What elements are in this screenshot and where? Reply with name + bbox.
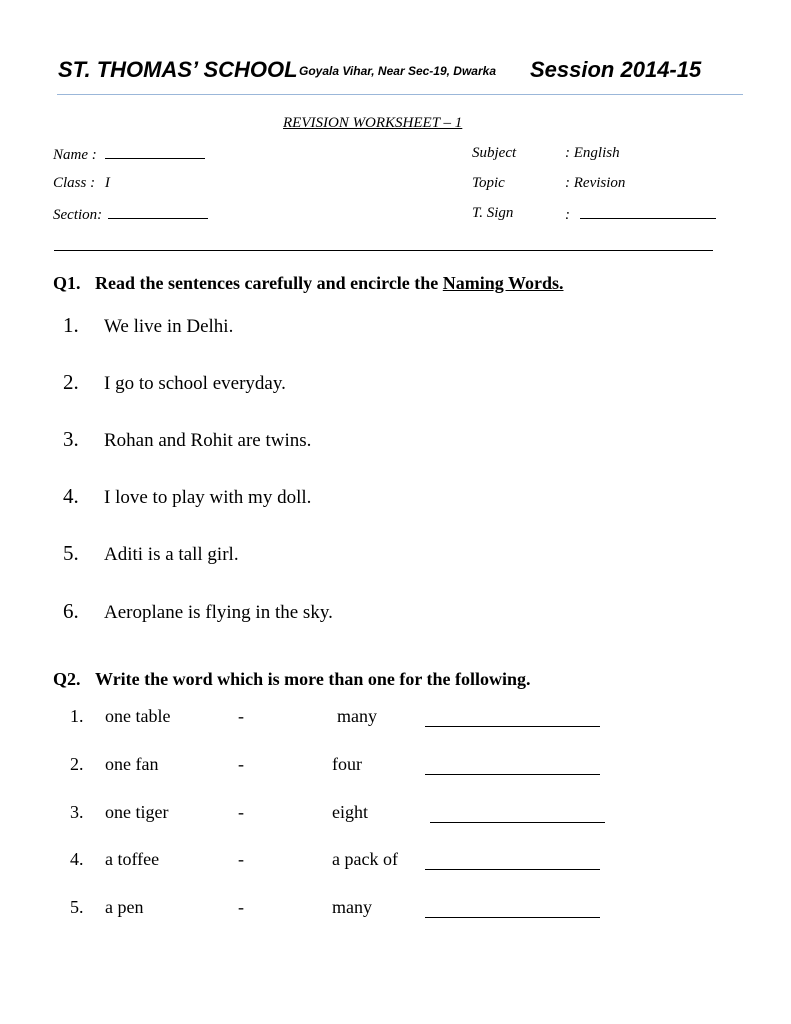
header-divider	[57, 94, 743, 95]
q2-item-dash: -	[238, 897, 244, 917]
q2-answer-blank[interactable]	[425, 917, 600, 918]
info-divider	[54, 250, 713, 251]
q1-item-number: 1.	[63, 313, 79, 337]
name-label: Name :	[53, 147, 97, 163]
topic-value: : Revision	[565, 175, 626, 191]
section-blank[interactable]	[108, 205, 208, 219]
sign-label: T. Sign	[472, 205, 514, 221]
q2-item-quantity: many	[332, 897, 372, 917]
class-value: I	[104, 175, 110, 191]
q2-item-number: 4.	[70, 849, 84, 869]
q2-item-dash: -	[238, 849, 244, 869]
school-address: Goyala Vihar, Near Sec-19, Dwarka	[299, 64, 496, 78]
q1-item-number: 4.	[63, 484, 79, 508]
worksheet-title: REVISION WORKSHEET – 1	[283, 115, 463, 131]
q2-heading	[53, 669, 531, 690]
q2-item-singular: one table	[105, 706, 171, 726]
q1-item-text: We live in Delhi.	[104, 316, 234, 337]
sign-field	[565, 205, 716, 224]
q2-number: Q2.	[53, 669, 81, 689]
q2-item-quantity: many	[337, 706, 377, 726]
q2-answer-blank[interactable]	[430, 822, 605, 823]
q2-answer-blank[interactable]	[425, 726, 600, 727]
q1-prompt: Read the sentences carefully and encircle the	[95, 273, 439, 293]
name-blank[interactable]	[105, 145, 205, 159]
q2-answer-blank[interactable]	[425, 774, 600, 775]
sign-blank[interactable]	[580, 205, 716, 219]
q2-item-number: 5.	[70, 897, 84, 917]
school-name: ST. THOMAS’ SCHOOL	[58, 57, 298, 82]
q2-item-quantity: a pack of	[332, 849, 398, 869]
q2-prompt: Write the word which is more than one for the following.	[95, 669, 531, 689]
q1-item-text: I go to school everyday.	[104, 373, 286, 394]
q2-item-dash: -	[238, 754, 244, 774]
section-field	[53, 205, 208, 224]
name-field	[53, 145, 205, 164]
q2-answer-blank[interactable]	[425, 869, 600, 870]
q1-number: Q1.	[53, 273, 81, 293]
q1-prompt-emphasis: Naming Words.	[442, 273, 564, 293]
class-label: Class :	[53, 175, 96, 191]
class-field	[53, 175, 110, 192]
q1-heading	[53, 273, 564, 294]
q2-item-singular: a toffee	[105, 849, 160, 869]
q1-item-number: 3.	[63, 427, 79, 451]
q2-item-number: 2.	[70, 754, 84, 774]
q2-item-number: 3.	[70, 802, 84, 822]
topic-label: Topic	[472, 175, 505, 191]
q2-item-number: 1.	[70, 706, 84, 726]
q2-item-dash: -	[238, 802, 244, 822]
q1-item-number: 6.	[63, 599, 79, 623]
q2-item-singular: one fan	[105, 754, 159, 774]
subject-label: Subject	[472, 145, 517, 161]
q2-item-singular: one tiger	[105, 802, 169, 822]
subject-value: : English	[565, 145, 620, 161]
q1-item-text: Aeroplane is flying in the sky.	[104, 602, 333, 623]
q1-item-number: 5.	[63, 541, 79, 565]
q2-item-quantity: eight	[332, 802, 368, 822]
q1-item-text: I love to play with my doll.	[104, 487, 312, 508]
q2-item-quantity: four	[332, 754, 362, 774]
q2-item-singular: a pen	[105, 897, 144, 917]
section-label: Section:	[53, 207, 103, 223]
session-label: Session 2014-15	[530, 57, 702, 82]
sign-colon: :	[565, 207, 570, 223]
q1-item-text: Aditi is a tall girl.	[104, 544, 239, 565]
q2-item-dash: -	[238, 706, 244, 726]
q1-item-number: 2.	[63, 370, 79, 394]
q1-item-text: Rohan and Rohit are twins.	[104, 430, 312, 451]
